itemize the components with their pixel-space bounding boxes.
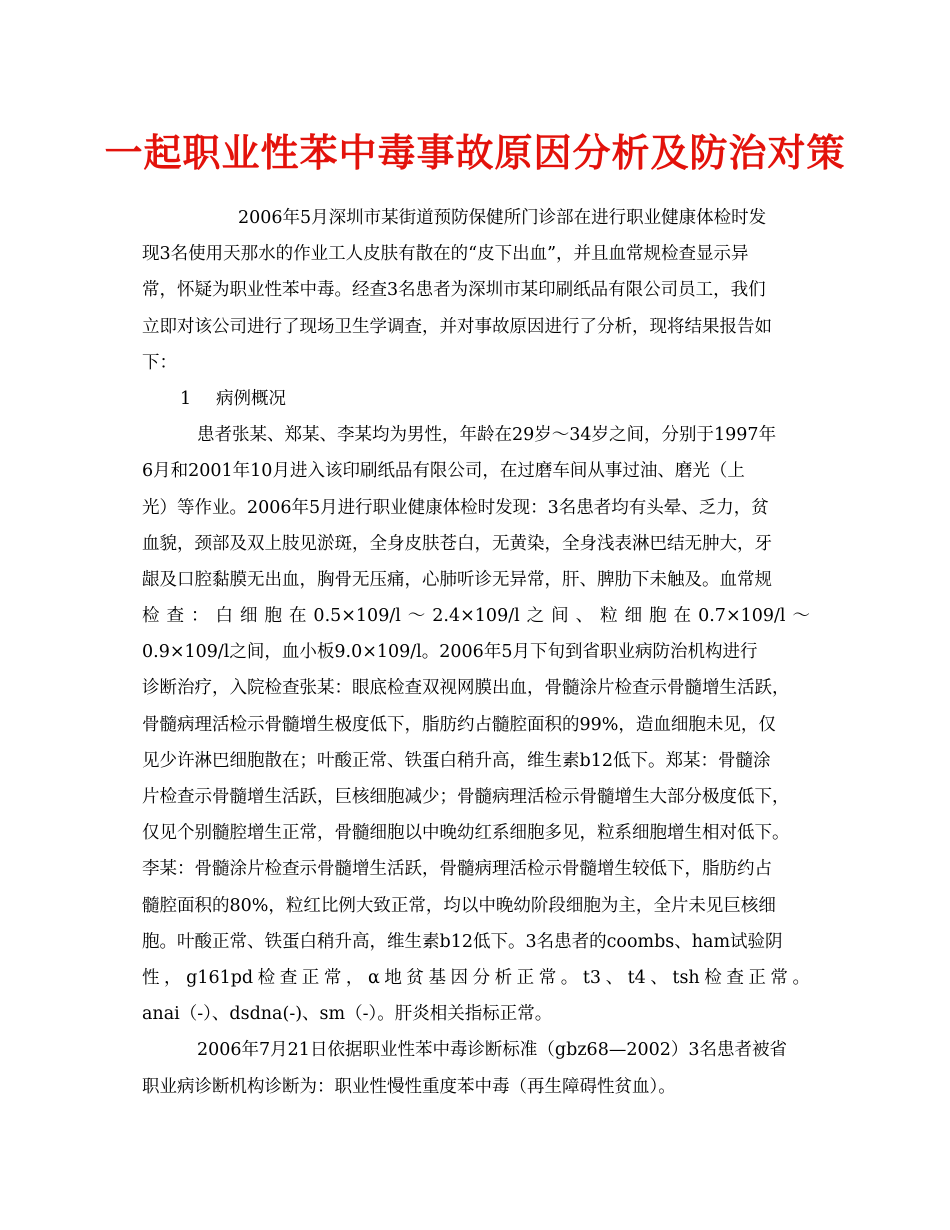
para1-line: 血貌，颈部及双上肢见淤斑，全身皮肤苍白，无黄染，全身浅表淋巴结无肿大，牙 <box>142 533 772 554</box>
para1-line: 见少许淋巴细胞散在；叶酸正常、铁蛋白稍升高，维生素b12低下。郑某：骨髓涂 <box>142 750 771 771</box>
para1-line: 检查：白细胞在0.5×109/l～2.4×109/l之间、粒细胞在0.7×109/l～ <box>142 606 810 627</box>
para1-line: 仅见个别髓腔增生正常，骨髓细胞以中晚幼红系细胞多见，粒系细胞增生相对低下。 <box>142 823 790 844</box>
para2-line: 职业病诊断机构诊断为：职业性慢性重度苯中毒（再生障碍性贫血）。 <box>142 1076 676 1097</box>
para1-line: anai（-）、dsdna(-)、sm（-）。肝炎相关指标正常。 <box>142 1004 553 1025</box>
para1-line: 6月和2001年10月进入该印刷纸品有限公司，在过磨车间从事过油、磨光（上 <box>142 461 745 482</box>
intro-line: 下： <box>142 352 177 373</box>
para1-line: 0.9×109/l之间，血小板9.0×109/l。2006年5月下旬到省职业病防治机构进行 <box>142 642 758 663</box>
section-number: 1 <box>180 388 192 409</box>
document-title: 一起职业性苯中毒事故原因分析及防治对策 <box>104 130 846 175</box>
intro-line: 常，怀疑为职业性苯中毒。经查3名患者为深圳市某印刷纸品有限公司员工，我们 <box>142 280 766 301</box>
section-title: 病例概况 <box>216 388 286 409</box>
para1-line: 光）等作业。2006年5月进行职业健康体检时发现：3名患者均有头晕、乏力，贫 <box>142 497 769 518</box>
para1-line: 诊断治疗，入院检查张某：眼底检查双视网膜出血，骨髓涂片检查示骨髓增生活跃， <box>142 678 790 699</box>
para1-line: 性，g161pd检查正常，α地贫基因分析正常。t3、t4、tsh检查正常。 <box>142 967 810 988</box>
para1-line: 患者张某、郑某、李某均为男性，年龄在29岁～34岁之间，分别于1997年 <box>197 425 777 446</box>
para1-line: 李某：骨髓涂片检查示骨髓增生活跃，骨髓病理活检示骨髓增生较低下，脂肪约占 <box>142 859 772 880</box>
intro-line: 现3名使用天那水的作业工人皮肤有散在的“皮下出血”，并且血常规检查显示异 <box>142 244 749 265</box>
intro-line: 2006年5月深圳市某街道预防保健所门诊部在进行职业健康体检时发 <box>238 208 767 228</box>
para1-line: 骨髓病理活检示骨髓增生极度低下，脂肪约占髓腔面积的99%，造血细胞未见，仅 <box>142 714 776 735</box>
document-body <box>142 200 810 1105</box>
intro-line: 立即对该公司进行了现场卫生学调查，并对事故原因进行了分析，现将结果报告如 <box>142 316 772 337</box>
section-heading <box>142 381 810 417</box>
para1-line: 髓腔面积的80%，粒红比例大致正常，均以中晚幼阶段细胞为主，全片未见巨核细 <box>142 895 776 916</box>
para1-line: 片检查示骨髓增生活跃，巨核细胞减少；骨髓病理活检示骨髓增生大部分极度低下， <box>142 787 790 807</box>
para1-line: 胞。叶酸正常、铁蛋白稍升高，维生素b12低下。3名患者的coombs、ham试验阴 <box>142 931 783 952</box>
para2-line: 2006年7月21日依据职业性苯中毒诊断标准（gbz68—2002）3名患者被省 <box>197 1040 787 1061</box>
para1-line: 龈及口腔黏膜无出血，胸骨无压痛，心肺听诊无异常，肝、脾肋下未触及。血常规 <box>142 569 772 590</box>
